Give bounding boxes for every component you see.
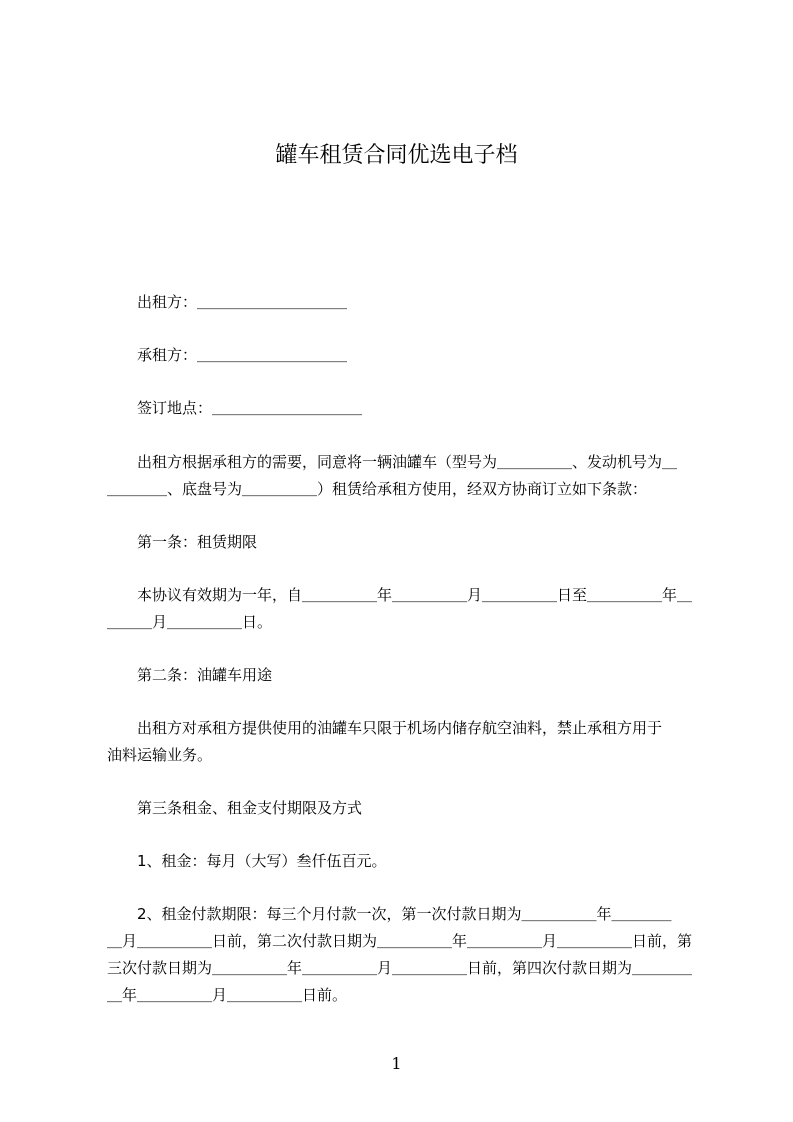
- lessee-field: 承租方：＿＿＿＿＿＿＿＿＿＿: [107, 346, 348, 364]
- article-3-item-line: 三次付款日期为＿＿＿＿＿年＿＿＿＿＿月＿＿＿＿＿日前，第四次付款日期为＿＿＿＿: [107, 959, 693, 977]
- article-2-heading: 第二条：油罐车用途: [107, 666, 273, 684]
- lessor-field: 出租方：＿＿＿＿＿＿＿＿＿＿: [107, 293, 348, 311]
- article-3-item-line: 2、租金付款期限：每三个月付款一次，第一次付款日期为＿＿＿＿＿年＿＿＿＿: [107, 905, 672, 923]
- article-1-heading: 第一条：租赁期限: [107, 533, 258, 551]
- article-3-item-line: ＿月＿＿＿＿＿日前，第二次付款日期为＿＿＿＿＿年＿＿＿＿＿月＿＿＿＿＿日前，第: [107, 932, 693, 950]
- article-3-heading: 第三条租金、租金支付期限及方式: [107, 799, 363, 817]
- document-title: 罐车租赁合同优选电子档: [275, 143, 518, 168]
- signing-place-field: 签订地点：＿＿＿＿＿＿＿＿＿＿: [107, 399, 363, 417]
- article-2-text-line: 出租方对承租方提供使用的油罐车只限于机场内储存航空油料，禁止承租方用于: [107, 719, 663, 737]
- article-2-text-line: 油料运输业务。: [107, 746, 213, 764]
- article-1-text-line: ＿＿＿月＿＿＿＿＿日。: [107, 613, 273, 631]
- article-3-item: 1、租金：每月（大写）叁仟伍百元。: [107, 852, 387, 870]
- intro-paragraph-line: 出租方根据承租方的需要，同意将一辆油罐车（型号为＿＿＿＿＿、发动机号为＿: [107, 453, 678, 471]
- intro-paragraph-line: ＿＿＿＿、底盘号为＿＿＿＿＿）租赁给承租方使用，经双方协商订立如下条款：: [107, 480, 648, 498]
- page-number: 1: [391, 1054, 402, 1073]
- article-1-text-line: 本协议有效期为一年，自＿＿＿＿＿年＿＿＿＿＿月＿＿＿＿＿日至＿＿＿＿＿年＿: [107, 586, 693, 604]
- article-3-item-line: ＿年＿＿＿＿＿月＿＿＿＿＿日前。: [107, 986, 348, 1004]
